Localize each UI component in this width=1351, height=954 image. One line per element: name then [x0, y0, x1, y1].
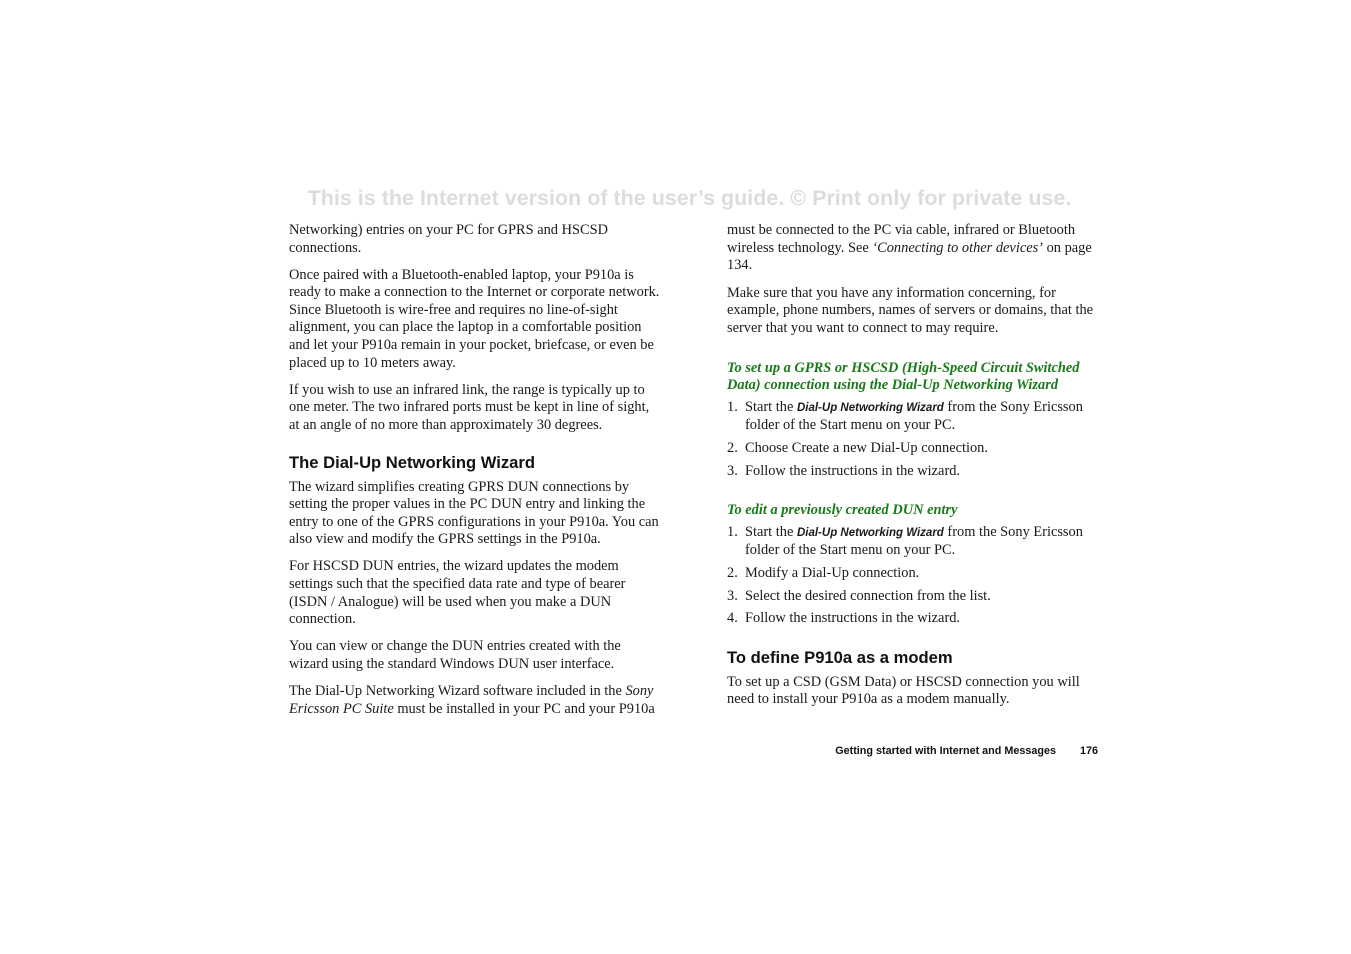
page-number: 176: [1079, 745, 1098, 757]
text-run: Start the: [745, 523, 797, 540]
step-number: 4.: [727, 610, 738, 627]
section-heading: The Dial-Up Networking Wizard: [289, 452, 536, 472]
cross-reference: ‘Connecting to other devices’: [872, 239, 1043, 256]
watermark: This is the Internet version of the user’s guide. © Print only for private use.: [307, 186, 1072, 210]
procedure-steps: [727, 399, 1099, 480]
footer-section-title: Getting started with Internet and Messages: [835, 745, 1056, 757]
step-number: 3.: [727, 462, 738, 479]
list-item: [727, 524, 1099, 560]
text-run: The Dial-Up Networking Wizard software included in the: [289, 682, 626, 699]
step-number: 2.: [727, 439, 738, 456]
text-run: Modify a Dial-Up connection.: [745, 564, 920, 581]
paragraph: The wizard simplifies creating GPRS DUN connections by setting the proper values in the PC DUN entry and linking the entry to one of the GPRS configurations in your P910a. You can also view and modify the GPRS settings in the P910a.: [289, 478, 659, 548]
list-item: [727, 610, 1099, 628]
paragraph: For HSCSD DUN entries, the wizard updates the modem settings such that the specified data rate and type of bearer (ISDN / Analogue) will be used when you make a DUN connection.: [289, 558, 626, 628]
text-run: must be connected to the PC via cable, infrared or Bluetooth wireless technology. See: [727, 222, 1076, 256]
ui-term: Dial-Up Networking Wizard: [796, 526, 944, 539]
text-run: Select the desired connection from the list.: [745, 587, 991, 604]
right-column: [727, 222, 1099, 719]
step-number: 2.: [727, 564, 738, 581]
left-column: [289, 222, 661, 728]
paragraph: Once paired with a Bluetooth-enabled laptop, your P910a is ready to make a connection to the Internet or corporate network. Since Bluetooth is wire-free and requires no line-of-sight alignment, you can place the laptop in a comfortable position and let your P910a remain in your pocket, briefcase, or even be placed up to 10 meters away.: [289, 266, 660, 371]
text-run: from the Sony Ericsson folder of the Start menu on your PC.: [745, 523, 1083, 559]
procedure-title: To set up a GPRS or HSCSD (High-Speed Circuit Switched Data) connection using the Dial-Up Networking Wizard: [727, 359, 1080, 394]
text-run: on page 134.: [727, 239, 1092, 274]
text-run: Follow the instructions in the wizard.: [745, 610, 961, 627]
step-number: 3.: [727, 587, 738, 604]
text-run: Start the: [745, 398, 797, 415]
list-item: [727, 440, 1099, 458]
paragraph: [727, 222, 1099, 275]
list-item: [727, 565, 1099, 583]
paragraph: Networking) entries on your PC for GPRS and HSCSD connections.: [289, 222, 608, 256]
procedure-title: To edit a previously created DUN entry: [727, 502, 958, 519]
list-item: [727, 588, 1099, 606]
paragraph: You can view or change the DUN entries created with the wizard using the standard Windows DUN user interface.: [289, 638, 621, 672]
paragraph: [289, 683, 661, 718]
page-footer: [727, 745, 1098, 757]
step-number: 1.: [727, 398, 738, 415]
text-run: Follow the instructions in the wizard.: [745, 462, 961, 479]
ui-term: Dial-Up Networking Wizard: [796, 401, 944, 414]
text-run: Choose Create a new Dial-Up connection.: [745, 439, 988, 456]
text-run: must be installed in your PC and your P910a: [393, 700, 655, 717]
paragraph: To set up a CSD (GSM Data) or HSCSD connection you will need to install your P910a as a modem manually.: [727, 673, 1080, 708]
product-name: Sony Ericsson PC Suite: [289, 682, 654, 717]
list-item: [727, 463, 1099, 481]
text-run: from the Sony Ericsson folder of the Start menu on your PC.: [745, 398, 1083, 434]
list-item: [727, 399, 1099, 435]
procedure-steps: [727, 524, 1099, 628]
section-heading: To define P910a as a modem: [727, 647, 953, 667]
paragraph: Make sure that you have any information concerning, for example, phone numbers, names of servers or domains, that the server that you want to connect to may require.: [727, 284, 1094, 336]
paragraph: If you wish to use an infrared link, the range is typically up to one meter. The two infrared ports must be kept in line of sight, at an angle of no more than approximately 30 degrees.: [289, 381, 650, 433]
step-number: 1.: [727, 523, 738, 540]
